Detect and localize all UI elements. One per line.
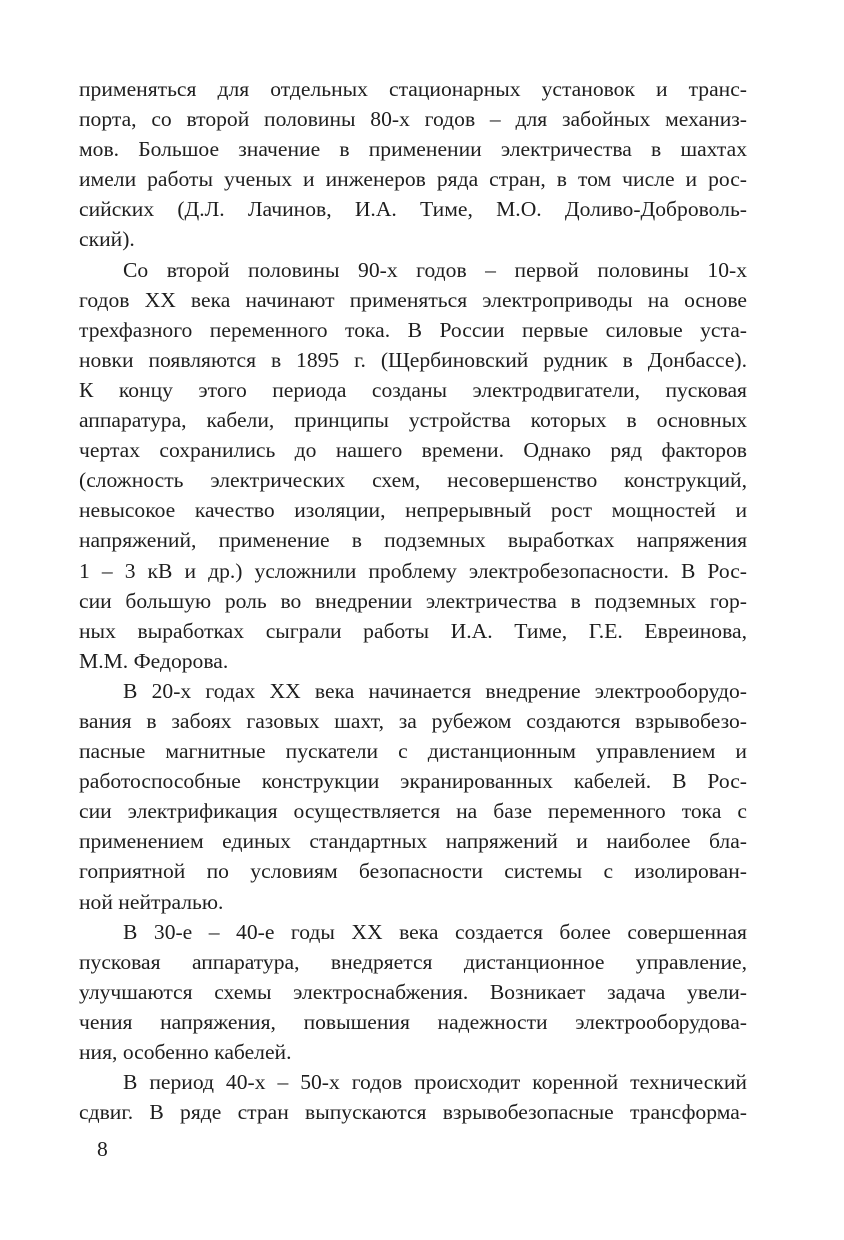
paragraph-5 [79,1067,747,1127]
text-line: ния, особенно кабелей. [79,1040,292,1064]
text-line: мов. Большое значение в применении электричества в шахтах [79,137,747,162]
text-line: напряжений, применение в подземных выработках напряжения [79,528,747,553]
text-line: годов XX века начинают применяться электроприводы на основе [79,287,747,312]
text-line: аппаратура, кабели, принципы устройства которых в основных [79,408,747,433]
text-line: невысокое качество изоляции, непрерывный рост мощностей и [79,498,747,523]
text-line: (сложность электрических схем, несовершенство конструкций, [79,468,747,493]
text-line: новки появляются в 1895 г. (Щербиновский рудник в Донбассе). [79,347,747,372]
text-line: сийских (Д.Л. Лачинов, И.А. Тиме, М.О. Доливо-Доброволь- [79,197,747,222]
text-line: ной нейтралью. [79,889,224,914]
text-line: трехфазного переменного тока. В России первые силовые уста- [79,317,747,342]
text-line: ных выработках сыграли работы И.А. Тиме, Г.Е. Евреинова, [79,618,747,643]
text-line: вания в забоях газовых шахт, за рубежом создаются взрывобезо- [79,708,747,733]
text-line: М.М. Федорова. [79,648,229,673]
text-line: работоспособные конструкции экранированных кабелей. В Рос- [79,769,747,794]
text-line: В 20-х годах XX века начинается внедрение электрооборудо- [123,678,747,703]
text-line: В период 40-х – 50-х годов происходит коренной технический [123,1070,747,1095]
text-line: ский). [79,227,135,252]
body-text [79,74,747,1127]
text-line: сии большую роль во внедрении электричества в подземных гор- [79,588,747,613]
paragraph-3 [79,676,747,917]
paragraph-2 [79,255,747,676]
text-line: В 30-е – 40-е годы XX века создается более совершенная [123,919,747,944]
paragraph-4 [79,917,747,1067]
text-line: пусковая аппаратура, внедряется дистанционное управление, [79,949,747,974]
page-number: 8 [97,1137,108,1161]
text-line: улучшаются схемы электроснабжения. Возникает задача увели- [79,979,747,1004]
text-line: имели работы ученых и инженеров ряда стран, в том числе и рос- [79,167,747,192]
text-line: применяться для отдельных стационарных установок и транс- [79,77,747,101]
text-line: сии электрификация осуществляется на базе переменного тока с [79,799,747,824]
text-line: гоприятной по условиям безопасности системы с изолирован- [79,859,747,884]
text-line: применением единых стандартных напряжений и наиболее бла- [79,829,747,854]
text-line: К концу этого периода созданы электродвигатели, пусковая [79,377,747,402]
text-line: пасные магнитные пускатели с дистанционным управлением и [79,739,747,764]
text-line: чения напряжения, повышения надежности электрооборудова- [79,1009,747,1034]
paragraph-1 [79,74,747,255]
text-line: порта, со второй половины 80-х годов – для забойных механиз- [79,107,747,132]
text-line: чертах сохранились до нашего времени. Однако ряд факторов [79,438,747,463]
text-line: сдвиг. В ряде стран выпускаются взрывобезопасные трансформа- [79,1100,747,1125]
text-line: 1 – 3 кВ и др.) усложнили проблему электробезопасности. В Рос- [79,558,747,583]
text-line: Со второй половины 90-х годов – первой половины 10-х [123,257,747,282]
